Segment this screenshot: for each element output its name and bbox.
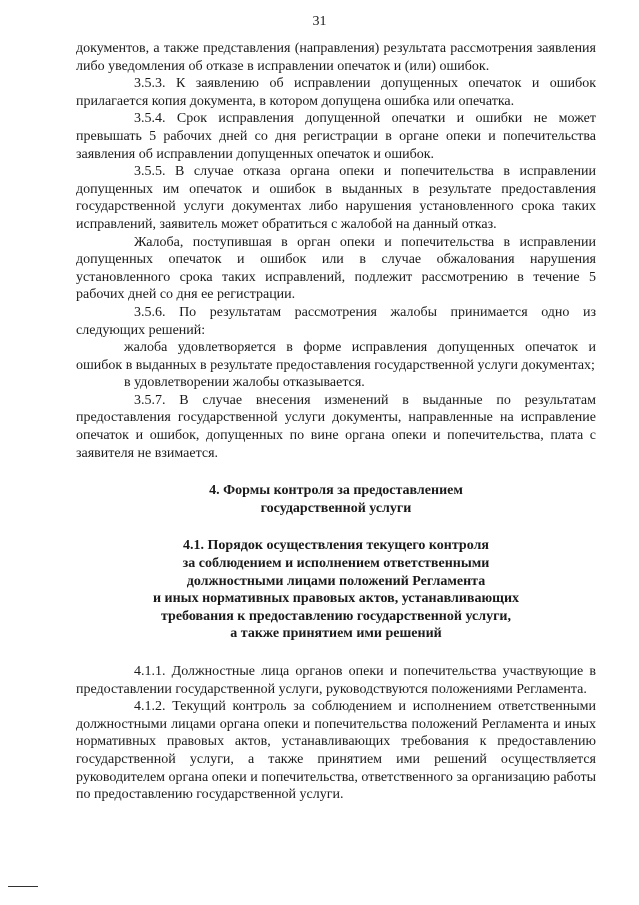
paragraph: 3.5.3. К заявлению об исправлении допущенных опечаток и ошибок прилагается копия документа, в котором допущена ошибка или опечатка. [76,76,596,109]
heading-line: требования к предоставлению государственной услуги, [161,608,511,624]
section-4-1-heading [76,537,596,643]
paragraph: 3.5.5. В случае отказа органа опеки и попечительства в исправлении допущенных им опечаток и ошибок в выданных в результате предоставления государственной услуги документах либо нарушения установленного срока таких исправлений, заявитель может обратиться с жалобой на данный отказ. [76,164,596,232]
heading-line: государственной услуги [260,500,412,516]
paragraph: в удовлетворении жалобы отказывается. [124,375,365,391]
paragraph: 3.5.7. В случае внесения изменений в выданные по результатам предоставления государственной услуги документы, направленные на исправление опечаток и ошибок, допущенных по вине органа опеки и попечительства, плата с заявителя не взимается. [76,392,596,461]
heading-line: а также принятием ими решений [230,626,442,642]
paragraph: Жалоба, поступившая в орган опеки и попечительства в исправлении допущенных опечаток и ошибок или в случае обжалования нарушения установленного срока таких исправлений, подлежит рассмотрению в течение 5 рабочих дней со дня ее регистрации. [76,234,596,303]
heading-line: 4. Формы контроля за предоставлением [209,483,463,499]
heading-line: должностными лицами положений Регламента [186,573,486,589]
footnote-rule [8,886,38,887]
paragraph: документов, а также представления (направления) результата рассмотрения заявления либо уведомления об отказе в исправлении опечаток и (или) ошибок. [76,41,596,74]
paragraph: жалоба удовлетворяется в форме исправления допущенных опечаток и ошибок в выданных в результате предоставления государственной услуги документах; [76,340,596,373]
paragraph-group-top [76,40,596,462]
heading-line: 4.1. Порядок осуществления текущего контроля [183,538,489,554]
heading-line: за соблюдением и исполнением ответственными [182,556,490,572]
section-4-heading [76,482,596,517]
paragraph: 4.1.1. Должностные лица органов опеки и попечительства участвующие в предоставлении государственной услуги, руководствуются положениями Регламента. [76,664,596,697]
paragraph: 3.5.6. По результатам рассмотрения жалобы принимается одно из следующих решений: [76,304,596,338]
page-body [76,40,596,804]
paragraph-group-bottom [76,663,596,804]
paragraph: 4.1.2. Текущий контроль за соблюдением и исполнением ответственными должностными лицами органа опеки и попечительства положений Регламента и иных нормативных правовых актов, устанавливающих требования к предоставлению государственной услуги, а также принятием ими решений осуществляется руководителем органа опеки и попечительства, ответственного за организацию работы по предоставлению государственной услуги. [76,699,596,803]
paragraph: 3.5.4. Срок исправления допущенной опечатки и ошибки не может превышать 5 рабочих дней со дня регистрации в органе опеки и попечительства заявления об исправлении допущенных опечаток и ошибок. [76,111,596,162]
heading-line: и иных нормативных правовых актов, устанавливающих [152,591,520,607]
page-number: 31 [312,14,327,29]
